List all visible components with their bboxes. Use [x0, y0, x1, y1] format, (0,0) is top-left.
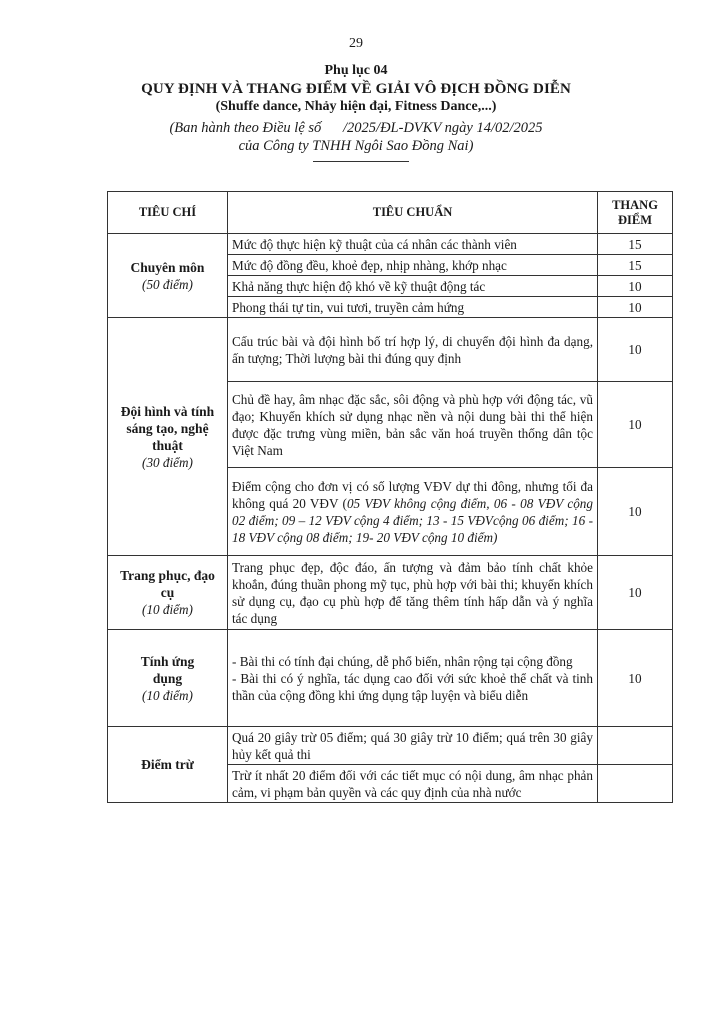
standard-text: Mức độ thực hiện kỹ thuật của cá nhân các thành viên: [228, 234, 598, 255]
criteria-name: Trang phục, đạo cụ: [120, 568, 215, 600]
table-header-row: [108, 192, 673, 234]
standard-line: - Bài thi có ý nghĩa, tác dụng cao đối với sức khoẻ thể chất và tinh thần của cộng đồng khi ứng dụng tập luyện và biểu diễn: [232, 671, 593, 703]
criteria-name: Tính ứng dụng: [140, 653, 195, 686]
standard-text: Quá 20 giây trừ 05 điểm; quá 30 giây trừ 10 điểm; quá trên 30 giây hủy kết quả thi: [228, 727, 598, 765]
standard-text: Chủ đề hay, âm nhạc đặc sắc, sôi động và phù hợp với động tác, vũ đạo; Khuyến khích sử dụng nhạc nền và nội dung bài thi thể hiện được đặc trưng vùng miền, bản sắc văn hoá truyền thống dân tộc Việt Nam: [228, 382, 598, 468]
page-number: 29: [349, 36, 363, 51]
criteria-group-cell: [108, 727, 228, 803]
table-row: [108, 318, 673, 382]
bonus-text: Điểm cộng cho đơn vị có số lượng VĐV dự thi đông, nhưng tối đa không quá 20 VĐV (: [232, 479, 593, 511]
criteria-group-cell: [108, 630, 228, 727]
points-value: 10: [598, 276, 673, 297]
table-row: [108, 727, 673, 765]
appendix-label: Phụ lục 04: [324, 63, 388, 78]
title-divider: [313, 161, 409, 162]
criteria-weight: (30 điểm): [142, 454, 193, 470]
issued-by-line-1: (Ban hành theo Điều lệ số /2025/ĐL-DVKV ngày 14/02/2025: [169, 120, 543, 136]
header-standard: TIÊU CHUẨN: [228, 192, 598, 234]
points-value: 10: [598, 318, 673, 382]
standard-text: Trang phục đẹp, độc đáo, ấn tượng và đảm bảo tính chất khỏe khoắn, đúng thuần phong mỹ tục, phù hợp với bài thi; khuyến khích sử dụng cụ, đạo cụ phù hợp để tăng thêm tính hấp dẫn và ý nghĩa tác dụng: [228, 556, 598, 630]
header-points: THANG ĐIỂM: [598, 192, 673, 234]
document-title: QUY ĐỊNH VÀ THANG ĐIỂM VỀ GIẢI VÔ ĐỊCH ĐỒNG DIỄN: [141, 81, 571, 97]
bonus-scale-text: 05 VĐV không cộng điểm, 06 - 08 VĐV cộng 02 điểm; 09 – 12 VĐV cộng 4 điểm; 13 - 15 VĐVcộng 06 điểm; 16 - 18 VĐV cộng 08 điểm; 19- 20 VĐV cộng 10 điểm): [232, 496, 593, 545]
criteria-name: Chuyên môn: [130, 259, 205, 275]
standard-text: Cấu trúc bài và đội hình bố trí hợp lý, di chuyển đội hình đa dạng, ấn tượng; Thời lượng bài thi đúng quy định: [228, 318, 598, 382]
points-value: 10: [598, 468, 673, 556]
table-row: [108, 234, 673, 255]
points-value: 10: [598, 556, 673, 630]
table-row: [108, 556, 673, 630]
points-value: [598, 727, 673, 765]
table-row: [108, 630, 673, 727]
issued-by-line-2: của Công ty TNHH Ngôi Sao Đồng Nai): [238, 138, 474, 154]
points-value: 10: [598, 382, 673, 468]
points-value: 15: [598, 255, 673, 276]
criteria-weight: (10 điểm): [142, 602, 193, 617]
criteria-name: Đội hình và tính sáng tạo, nghệ thuật: [120, 403, 215, 453]
standard-text: Trừ ít nhất 20 điểm đối với các tiết mục có nội dung, âm nhạc phản cảm, vi phạm bản quyền và các quy định của nhà nước: [228, 765, 598, 803]
standard-text: Khả năng thực hiện độ khó về kỹ thuật động tác: [228, 276, 598, 297]
criteria-group-cell: [108, 318, 228, 556]
criteria-name: Điểm trừ: [141, 757, 194, 772]
standard-text: [228, 630, 598, 727]
standard-text: Mức độ đồng đều, khoẻ đẹp, nhịp nhàng, khớp nhạc: [228, 255, 598, 276]
standard-text-bonus: [228, 468, 598, 556]
criteria-group-cell: [108, 234, 228, 318]
points-value: 10: [598, 630, 673, 727]
standard-text: Phong thái tự tin, vui tươi, truyền cảm hứng: [228, 297, 598, 318]
standard-line: - Bài thi có tính đại chúng, dễ phổ biến, nhân rộng tại cộng đồng: [232, 654, 573, 669]
criteria-group-cell: [108, 556, 228, 630]
header-criteria: TIÊU CHÍ: [108, 192, 228, 234]
criteria-weight: (10 điểm): [142, 687, 193, 703]
criteria-weight: (50 điểm): [142, 276, 193, 292]
document-subtitle: (Shuffe dance, Nhảy hiện đại, Fitness Dance,...): [215, 99, 497, 114]
points-value: 15: [598, 234, 673, 255]
points-value: [598, 765, 673, 803]
points-value: 10: [598, 297, 673, 318]
scoring-table: [107, 191, 673, 803]
